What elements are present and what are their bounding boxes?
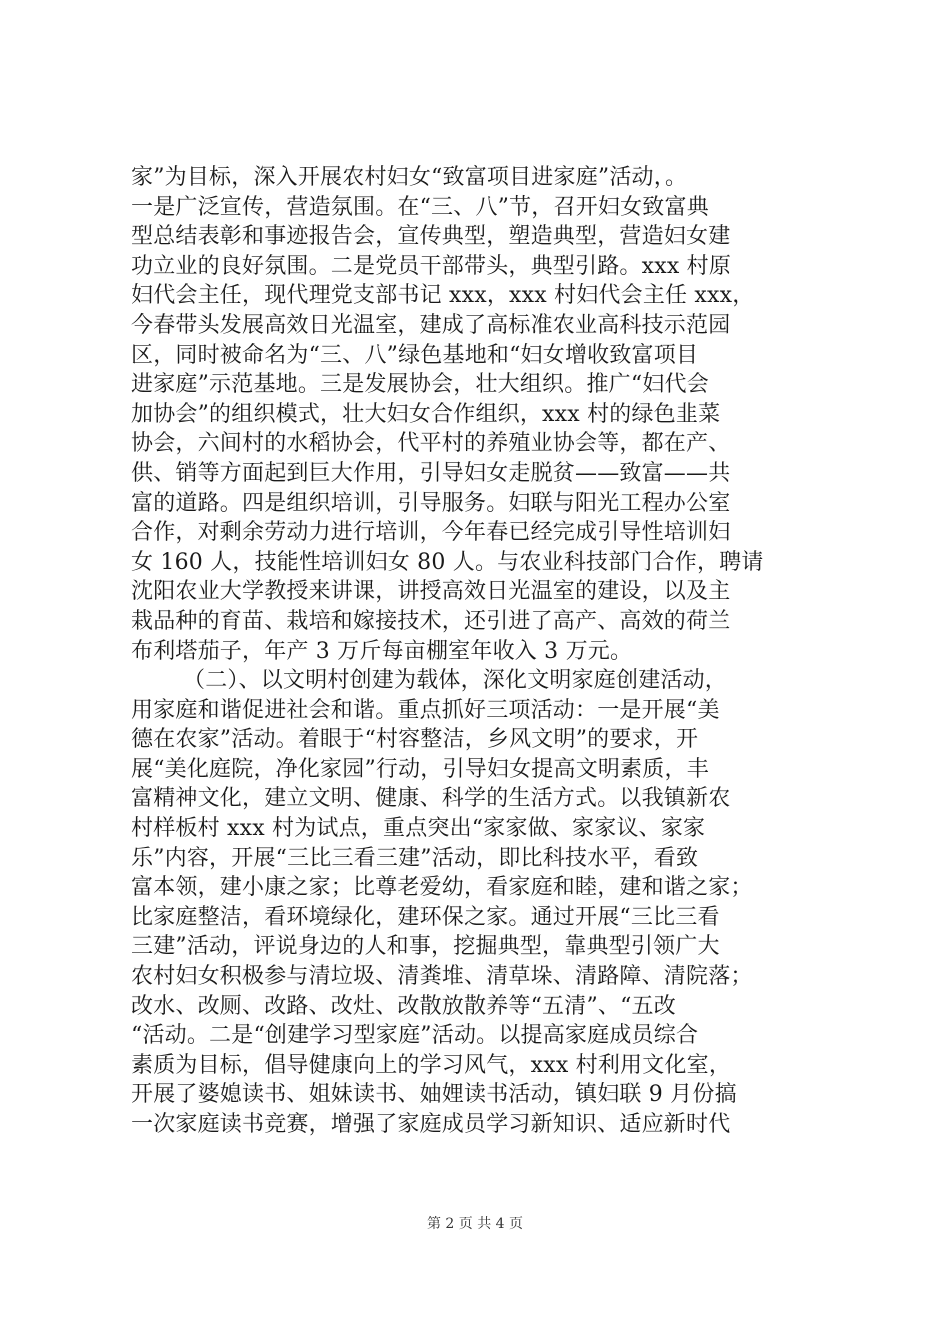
text-line: 一是广泛宣传，营造氛围。在“三、八”节，召开妇女致富典 xyxy=(131,194,709,220)
text-line: 沈阳农业大学教授来讲课，讲授高效日光温室的建设，以及主 xyxy=(131,579,731,605)
text-line: 进家庭”示范基地。三是发展协会，壮大组织。推广“妇代会 xyxy=(131,372,709,398)
page-number-footer: 第 2 页 共 4 页 xyxy=(426,1216,524,1232)
text-line: 协会，六间村的水稻协会，代平村的养殖业协会等，都在产、 xyxy=(131,431,731,457)
text-line: 乐”内容，开展“三比三看三建”活动，即比科技水平，看致 xyxy=(131,845,699,871)
text-line: 德在农家”活动。着眼于“村容整洁，乡风文明”的要求，开 xyxy=(131,727,699,753)
text-line: 村样板村 xxx 村为试点，重点突出“家家做、家家议、家家 xyxy=(131,816,706,842)
text-line: 栽品种的育苗、栽培和嫁接技术，还引进了高产、高效的荷兰 xyxy=(131,608,731,634)
text-line: 型总结表彰和事迹报告会，宣传典型，塑造典型，营造妇女建 xyxy=(131,224,731,250)
text-line: 合作，对剩余劳动力进行培训，今年春已经完成引导性培训妇 xyxy=(131,520,731,546)
text-line: （二）、以文明村创建为载体，深化文明家庭创建活动， xyxy=(183,668,728,694)
text-line: 女 160 人，技能性培训妇女 80 人。与农业科技部门合作，聘请 xyxy=(131,549,764,575)
paragraph-1 xyxy=(131,163,831,666)
text-line: 三建”活动，评说身边的人和事，挖掘典型，靠典型引领广大 xyxy=(131,934,720,960)
text-line: 改水、改厕、改路、改灶、改散放散养等“五清”、“五改 xyxy=(131,993,676,1019)
text-line: 开展了婆媳读书、姐妹读书、妯娌读书活动，镇妇联 9 月份搞 xyxy=(131,1082,737,1108)
text-line: “活动。二是“创建学习型家庭”活动。以提高家庭成员综合 xyxy=(131,1023,699,1049)
text-line: 供、销等方面起到巨大作用，引导妇女走脱贫——致富——共 xyxy=(131,460,731,486)
text-line: 功立业的良好氛围。二是党员干部带头，典型引路。xxx 村原 xyxy=(131,253,732,279)
text-line: 素质为目标，倡导健康向上的学习风气，xxx 村利用文化室， xyxy=(131,1052,732,1078)
text-line: 展“美化庭院，净化家园”行动，引导妇女提高文明素质，丰 xyxy=(131,756,709,782)
text-line: 用家庭和谐促进社会和谐。重点抓好三项活动：一是开展“美 xyxy=(131,697,720,723)
paragraph-2 xyxy=(131,666,831,1140)
text-line: 富精神文化，建立文明、健康、科学的生活方式。以我镇新农 xyxy=(131,786,731,812)
text-line: 区，同时被命名为“三、八”绿色基地和“妇女增收致富项目 xyxy=(131,342,699,368)
text-line: 今春带头发展高效日光温室，建成了高标准农业高科技示范园 xyxy=(131,312,731,338)
text-line: 妇代会主任，现代理党支部书记 xxx，xxx 村妇代会主任 xxx， xyxy=(131,283,755,309)
text-line: 富的道路。四是组织培训，引导服务。妇联与阳光工程办公室 xyxy=(131,490,731,516)
text-line: 家”为目标，深入开展农村妇女“致富项目进家庭”活动，。 xyxy=(131,165,688,190)
document-body xyxy=(131,163,831,1140)
text-line: 一次家庭读书竞赛，增强了家庭成员学习新知识、适应新时代 xyxy=(131,1112,731,1137)
text-line: 比家庭整洁，看环境绿化，建环保之家。通过开展“三比三看 xyxy=(131,904,720,930)
text-line: 布利塔茄子，年产 3 万斤每亩棚室年收入 3 万元。 xyxy=(131,638,633,664)
text-line: 农村妇女积极参与清垃圾、清粪堆、清草垛、清路障、清院落； xyxy=(131,964,753,990)
text-line: 富本领，建小康之家；比尊老爱幼，看家庭和睦，建和谐之家； xyxy=(131,875,753,901)
text-line: 加协会”的组织模式，壮大妇女合作组织，xxx 村的绿色韭菜 xyxy=(131,401,721,427)
